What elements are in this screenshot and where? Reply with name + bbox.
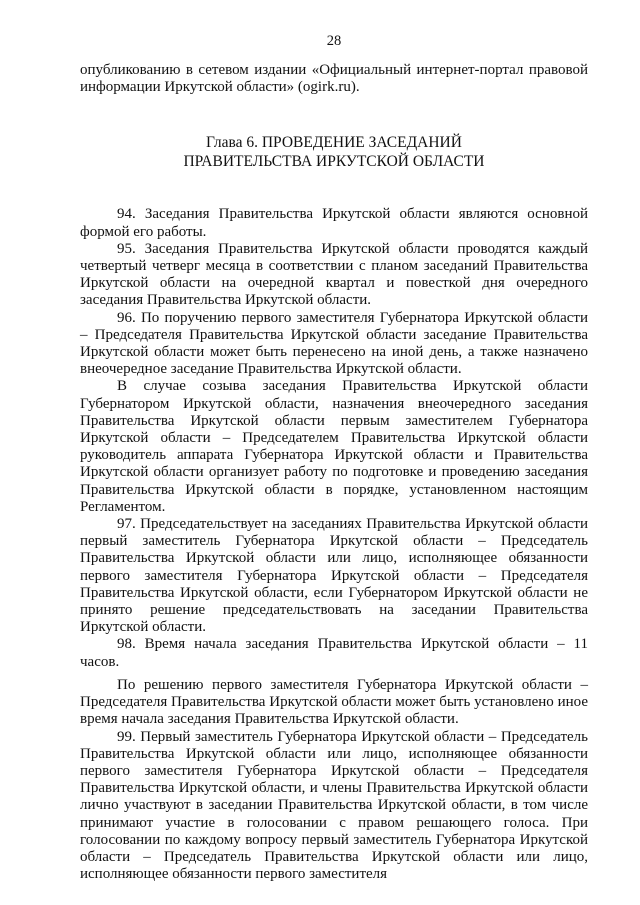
intro-paragraph: опубликованию в сетевом издании «Официальный интернет-портал правовой информации Иркутской области» (ogirk.ru). <box>80 62 588 96</box>
page-number: 28 <box>326 33 342 49</box>
paragraph-94: 94. Заседания Правительства Иркутской области являются основной формой его работы. <box>80 206 588 240</box>
paragraph-95: 95. Заседания Правительства Иркутской области проводятся каждый четвертый четверг месяца в соответствии с планом заседаний Правительства Иркутской области на очередной квартал и повесткой дня очередного заседания Правительства Иркутской области. <box>80 240 588 309</box>
paragraph-98-continued: По решению первого заместителя Губернатора Иркутской области – Председателя Правительства Иркутской области может быть установлено иное время начала заседания Правительства Иркутской области. <box>80 676 588 728</box>
paragraph-97: 97. Председательствует на заседаниях Правительства Иркутской области первый заместитель Губернатора Иркутской области – Председатель Правительства Иркутской области или лицо, исполняющее обязанности первого заместителя Губернатора Иркутской области – Председателя Правительства Иркутской области, если Губернатором Иркутской области не принято решение председательствовать на заседании Правительства Иркутской области. <box>80 516 588 636</box>
paragraph-98: 98. Время начала заседания Правительства Иркутской области – 11 часов. <box>80 636 588 670</box>
chapter-heading <box>80 133 588 171</box>
chapter-title-line-1: Глава 6. ПРОВЕДЕНИЕ ЗАСЕДАНИЙ <box>206 134 462 152</box>
paragraph-96: 96. По поручению первого заместителя Губернатора Иркутской области – Председателя Правительства Иркутской области заседание Правительства Иркутской области может быть перенесено на иной день, а также назначено внеочередное заседание Правительства Иркутской области. <box>80 309 588 378</box>
chapter-title-line-2: ПРАВИТЕЛЬСТВА ИРКУТСКОЙ ОБЛАСТИ <box>183 153 485 171</box>
paragraph-96-continued: В случае созыва заседания Правительства Иркутской области Губернатором Иркутской области, назначения внеочередного заседания Правительства Иркутской области первым заместителем Губернатора Иркутской области – Председателем Правительства Иркутской области руководитель аппарата Губернатора Иркутской области и Правительства Иркутской области организует работу по подготовке и проведению заседания Правительства Иркутской области в порядке, установленном настоящим Регламентом. <box>80 378 588 515</box>
paragraph-99: 99. Первый заместитель Губернатора Иркутской области – Председатель Правительства Иркутской области или лицо, исполняющее обязанности первого заместителя Губернатора Иркутской области – Председателя Правительства Иркутской области, и члены Правительства Иркутской области лично участвуют в заседании Правительства Иркутской области, в том числе принимают участие в голосовании с правом решающего голоса. При голосовании по каждому вопросу первый заместитель Губернатора Иркутской области – Председатель Правительства Иркутской области или лицо, исполняющее обязанности первого заместителя <box>80 728 588 883</box>
document-body <box>80 62 588 883</box>
